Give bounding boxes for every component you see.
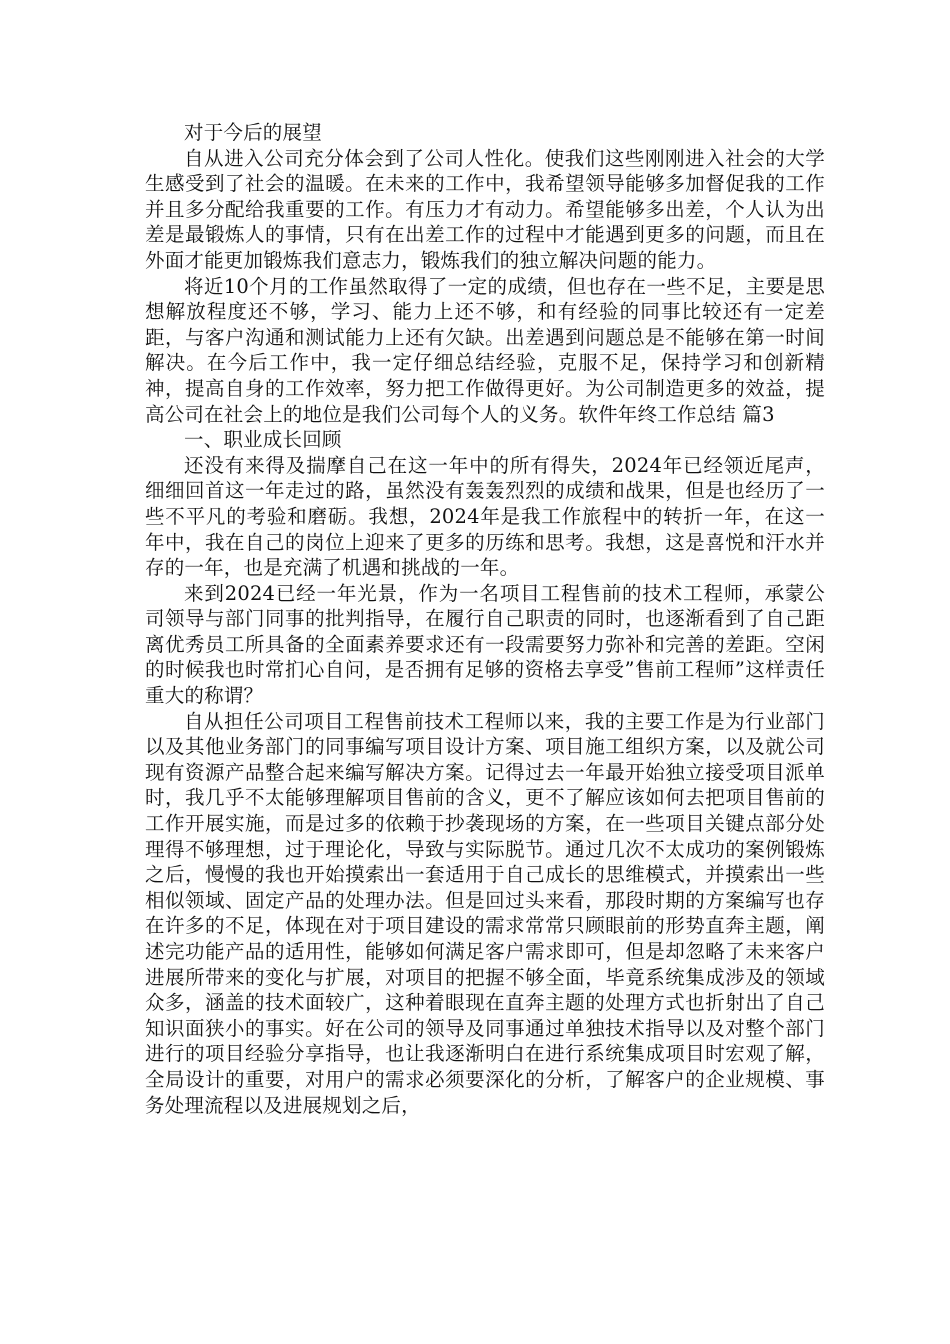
section-heading-career-growth: 一、职业成长回顾 [184, 428, 342, 452]
paragraph-shortcomings: 将近10个月的工作虽然取得了一定的成绩，但也存在一些不足，主要是思想解放程度还不够，学习、能力上还不够，和有经验的同事比较还有一定差距，与客户沟通和测试能力上还有欠缺。出差遇到问题总是不能够在第一时间解决。在今后工作中，我一定仔细总结经验，克服不足，保持学习和创新精神，提高自身的工作效率，努力把工作做得更好。为公司制造更多的效益，提高公司在社会上的地位是我们公司每个人的义务。软件年终工作总结 篇3 [145, 274, 825, 426]
paragraph-presales-role: 来到2024已经一年光景，作为一名项目工程售前的技术工程师，承蒙公司领导与部门同事的批判指导，在履行自己职责的同时，也逐渐看到了自己距离优秀员工所具备的全面素养要求还有一段需要努力弥补和完善的差距。空闲的时候我也时常扪心自问，是否拥有足够的资格去享受”售前工程师”这样责任重大的称谓？ [145, 581, 825, 708]
paragraph-main-work: 自从担任公司项目工程售前技术工程师以来，我的主要工作是为行业部门以及其他业务部门的同事编写项目设计方案、项目施工组织方案，以及就公司现有资源产品整合起来编写解决方案。记得过去一年最开始独立接受项目派单时，我几乎不太能够理解项目售前的含义，更不了解应该如何去把项目售前的工作开展实施，而是过多的依赖于抄袭现场的方案，在一些项目关键点部分处理得不够理想，过于理论化，导致与实际脱节。通过几次不太成功的案例锻炼之后，慢慢的我也开始摸索出一套适用于自己成长的思维模式，并摸索出一些相似领域、固定产品的处理办法。但是回过头来看，那段时期的方案编写也存在许多的不足，体现在对于项目建设的需求常常只顾眼前的形势直奔主题，阐述完功能产品的适用性，能够如何满足客户需求即可，但是却忽略了未来客户进展所带来的变化与扩展，对项目的把握不够全面，毕竟系统集成涉及的领域众多，涵盖的技术面较广，这种着眼现在直奔主题的处理方式也折射出了自己知识面狭小的事实。好在公司的领导及同事通过单独技术指导以及对整个部门进行的项目经验分享指导，也让我逐渐明白在进行系统集成项目时宏观了解，全局设计的重要，对用户的需求必须要深化的分析，了解客户的企业规模、事务处理流程以及进展规划之后， [145, 709, 825, 1117]
paragraph-outlook: 自从进入公司充分体会到了公司人性化。使我们这些刚刚进入社会的大学生感受到了社会的温暖。在未来的工作中，我希望领导能够多加督促我的工作并且多分配给我重要的工作。有压力才有动力。希望能够多出差，个人认为出差是最锻炼人的事情，只有在出差工作的过程中才能遇到更多的问题，而且在外面才能更加锻炼我们意志力，锻炼我们的独立解决问题的能力。 [145, 146, 825, 272]
document-body [145, 120, 825, 1118]
paragraph-year-review: 还没有来得及揣摩自己在这一年中的所有得失，2024年已经领近尾声，细细回首这一年走过的路，虽然没有轰轰烈烈的成绩和战果，但是也经历了一些不平凡的考验和磨砺。我想，2024年是我工作旅程中的转折一年，在这一年中，我在自己的岗位上迎来了更多的历练和思考。我想，这是喜悦和汗水并存的一年，也是充满了机遇和挑战的一年。 [145, 453, 825, 580]
section-heading-outlook: 对于今后的展望 [184, 121, 322, 144]
